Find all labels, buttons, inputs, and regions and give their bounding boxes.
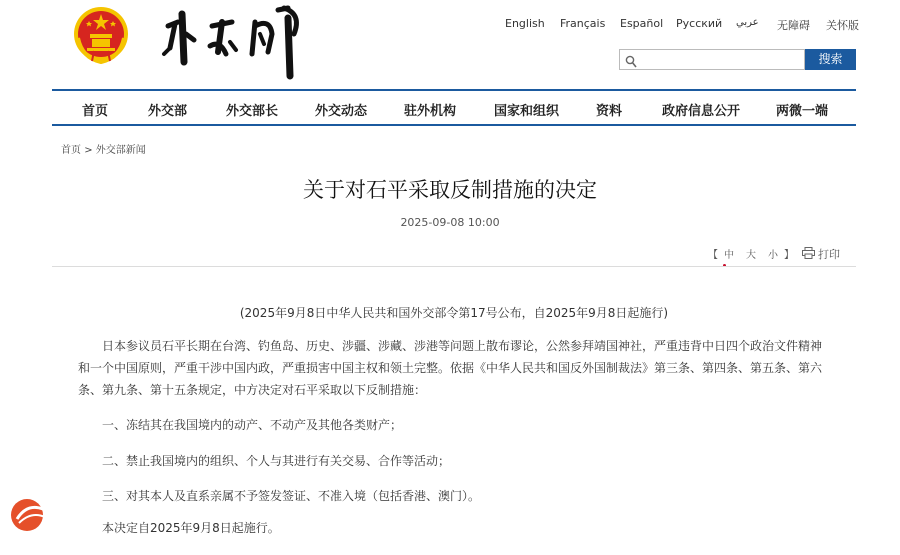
- printer-icon: [802, 247, 815, 262]
- article-date: 2025-09-08 10:00: [400, 216, 500, 229]
- divider: [52, 266, 856, 267]
- effective-date-text: 本决定自2025年9月8日起施行。: [102, 521, 280, 535]
- nav-government-info[interactable]: 政府信息公开: [662, 104, 741, 119]
- nav-resources[interactable]: 资料: [596, 104, 623, 119]
- font-size-small[interactable]: 小: [768, 250, 778, 261]
- breadcrumb-separator: >: [84, 145, 93, 156]
- main-nav: [52, 89, 856, 126]
- lang-arabic[interactable]: عربي: [736, 17, 759, 28]
- article-title: 关于对石平采取反制措施的决定: [303, 178, 597, 202]
- nav-minister[interactable]: 外交部长: [226, 104, 279, 119]
- bracket-open: 【: [708, 250, 718, 261]
- search-icon: [625, 53, 637, 66]
- article-paragraph: 日本参议员石平长期在台湾、钓鱼岛、历史、涉疆、涉藏、涉港等问题上散布谬论，公然参拜靖国神社，严重违背中日四个政治文件精神和一个中国原则，严重干涉中国内政，严重损害中国主权和领土完整。依据《中华人民共和国反外国制裁法》第三条、第四条、第五条、第六条、第九条、第十五条规定，中方决定对石平采取以下反制措施：: [78, 339, 823, 397]
- font-size-medium[interactable]: 中: [724, 250, 734, 261]
- lang-spanish[interactable]: Español: [620, 17, 664, 30]
- search-button[interactable]: 搜索: [805, 49, 856, 70]
- accessibility-link[interactable]: 无障碍: [777, 19, 810, 32]
- site-logo[interactable]: [160, 4, 310, 82]
- measure-item: 三、对其本人及直系亲属不予签发签证、不准入境（包括香港、澳门）。: [102, 489, 481, 503]
- breadcrumb-current[interactable]: 外交部新闻: [95, 145, 146, 156]
- floating-logo-icon[interactable]: [9, 497, 49, 533]
- print-button[interactable]: [802, 246, 840, 262]
- font-size-controls: [708, 246, 794, 261]
- elder-care-link[interactable]: 关怀版: [826, 19, 859, 32]
- bracket-close: 】: [784, 250, 794, 261]
- nav-ministry[interactable]: 外交部: [148, 104, 188, 119]
- print-label: 打印: [818, 248, 840, 261]
- lang-russian[interactable]: Русский: [676, 17, 723, 30]
- nav-social-media[interactable]: 两微一端: [776, 104, 829, 119]
- lang-french[interactable]: Français: [560, 17, 606, 30]
- article-subtitle: (2025年9月8日中华人民共和国外交部令第17号公布，自2025年9月8日起施行): [239, 306, 669, 320]
- lang-english[interactable]: English: [505, 17, 545, 30]
- measure-item: 一、冻结其在我国境内的动产、不动产及其他各类财产；: [102, 418, 403, 432]
- nav-countries-organizations[interactable]: 国家和组织: [494, 104, 560, 119]
- measure-item: 二、禁止我国境内的组织、个人与其进行有关交易、合作等活动；: [102, 454, 451, 468]
- nav-overseas-missions[interactable]: 驻外机构: [404, 104, 457, 119]
- national-emblem-icon[interactable]: [72, 6, 130, 66]
- font-size-large[interactable]: 大: [746, 250, 756, 261]
- nav-diplomatic-activities[interactable]: 外交动态: [315, 104, 368, 119]
- nav-home[interactable]: 首页: [82, 104, 109, 119]
- search-input[interactable]: [619, 49, 805, 70]
- breadcrumb-home[interactable]: 首页: [61, 145, 81, 156]
- breadcrumb: [61, 141, 146, 156]
